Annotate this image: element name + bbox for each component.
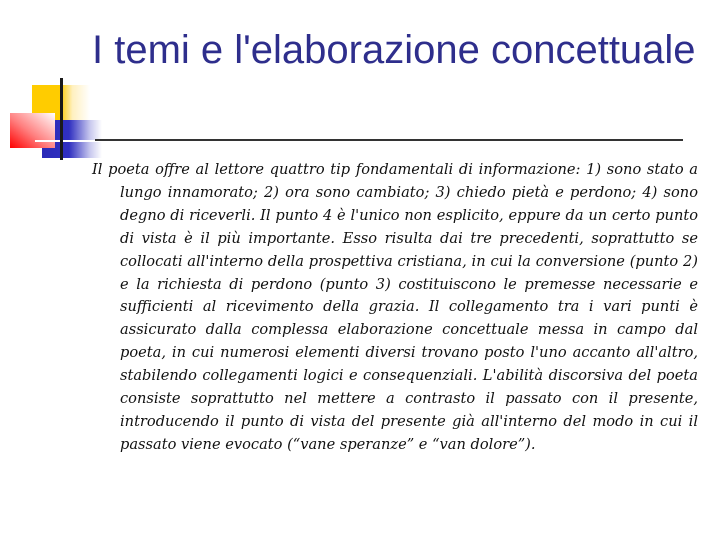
decorative-vertical-line bbox=[60, 78, 63, 160]
slide-body-text: Il poeta offre al lettore quattro tip fondamentali di informazione: 1) sono stato a lungo innamorato; 2) ora sono cambiato; 3) chiedo pietà e perdono; 4) sono degno di riceverli. Il punto 4 è l'unico non esplicito, eppure da un certo punto di vista è il più importante. Esso risulta dai tre precedenti, soprattutto se collocati all'interno della prospettiva cristiana, in cui la conversione (punto 2) e la richiesta di perdono (punto 3) costituiscono le premesse necessarie e sufficienti al ricevimento della grazia. Il collegamento tra i vari punti è assicurato dalla complessa elaborazione concettuale messa in campo dal poeta, in cui numerosi elementi diversi trovano posto l'uno accanto all'altro, stabilendo collegamenti logici e consequenziali. L'abilità discorsiva del poeta consiste soprattutto nel mettere a contrasto il passato con il presente, introducendo il punto di vista del presente già all'interno del modo in cui il passato viene evocato (“vane speranze” e “van dolore”). bbox=[92, 161, 698, 453]
title-divider bbox=[95, 139, 683, 141]
slide-title: I temi e l'elaborazione concettuale bbox=[92, 28, 696, 72]
decorative-red-square bbox=[10, 113, 55, 148]
